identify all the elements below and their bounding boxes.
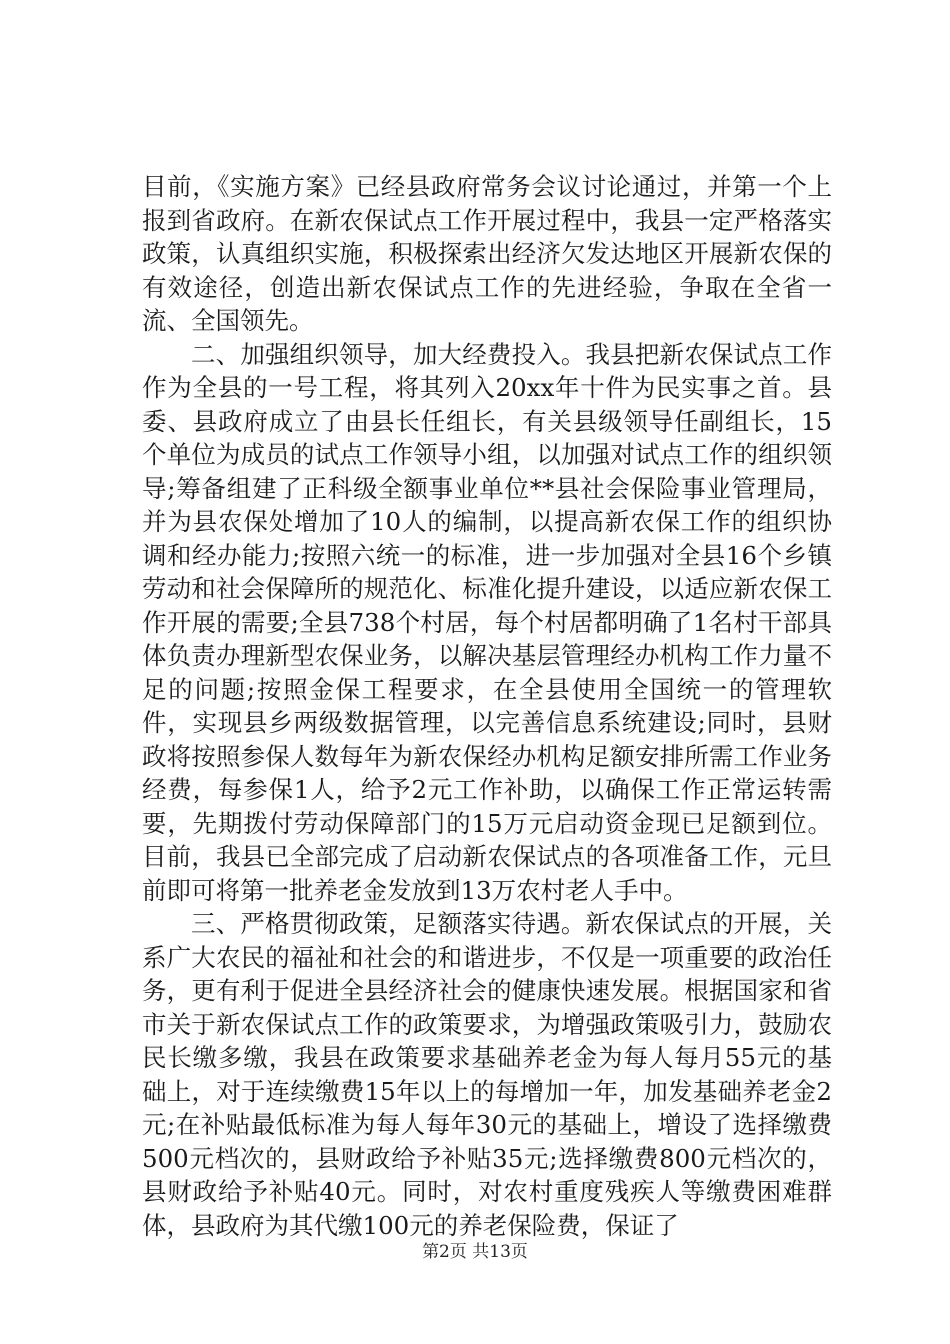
paragraph-continuation: 目前，《实施方案》已经县政府常务会议讨论通过，并第一个上报到省政府。在新农保试点工作开展过程中，我县一定严格落实政策，认真组织实施，积极探索出经济欠发达地区开展新农保的有效途径，创造出新农保试点工作的先进经验，争取在全省一流、全国领先。 [142, 172, 832, 335]
paragraph-section-two: 二、加强组织领导，加大经费投入。我县把新农保试点工作作为全县的一号工程，将其列入20xx年十件为民实事之首。县委、县政府成立了由县长任组长，有关县级领导任副组长，15个单位为成员的试点工作领导小组，以加强对试点工作的组织领导;筹备组建了正科级全额事业单位**县社会保险事业管理局，并为县农保处增加了10人的编制，以提高新农保工作的组织协调和经办能力;按照六统一的标准，进一步加强对全县16个乡镇劳动和社会保障所的规范化、标准化提升建设，以适应新农保工作开展的需要;全县738个村居，每个村居都明确了1名村干部具体负责办理新型农保业务，以解决基层管理经办机构工作力量不足的问题;按照金保工程要求，在全县使用全国统一的管理软件，实现县乡两级数据管理，以完善信息系统建设;同时，县财政将按照参保人数每年为新农保经办机构足额安排所需工作业务经费，每参保1人，给予2元工作补助，以确保工作正常运转需要，先期拨付劳动保障部门的15万元启动资金现已足额到位。目前，我县已全部完成了启动新农保试点的各项准备工作，元旦前即可将第一批养老金发放到13万农村老人手中。 [142, 339, 832, 905]
page-number-footer: 第2页 共13页 [422, 1242, 528, 1262]
body-text [142, 170, 832, 1242]
paragraph-section-three: 三、严格贯彻政策，足额落实待遇。新农保试点的开展，关系广大农民的福祉和社会的和谐进步，不仅是一项重要的政治任务，更有利于促进全县经济社会的健康快速发展。根据国家和省市关于新农保试点工作的政策要求，为增强政策吸引力，鼓励农民长缴多缴，我县在政策要求基础养老金为每人每月55元的基础上，对于连续缴费15年以上的每增加一年，加发基础养老金2元;在补贴最低标准为每人每年30元的基础上，增设了选择缴费500元档次的，县财政给予补贴35元;选择缴费800元档次的，县财政给予补贴40元。同时，对农村重度残疾人等缴费困难群体，县政府为其代缴100元的养老保险费，保证了 [142, 909, 832, 1240]
